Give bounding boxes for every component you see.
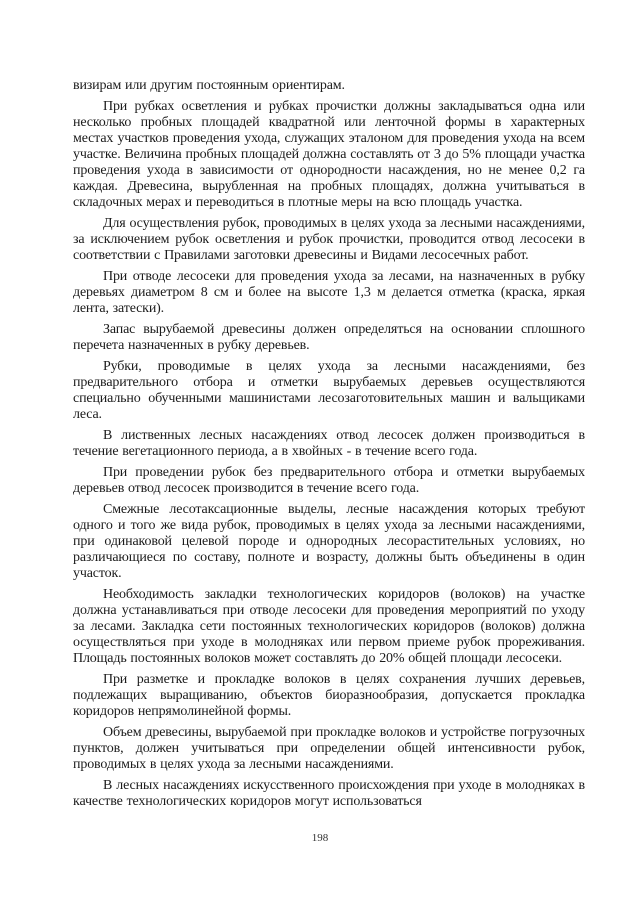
paragraph-artificial-stands: В лесных насаждениях искусственного происхождения при уходе в молодняках в качестве технологических коридоров могут использоваться [73, 778, 585, 809]
paragraph-deciduous-stands: В лиственных лесных насаждениях отвод лесосек должен производиться в течение вегетационного периода, а в хвойных - в течение всего года. [73, 428, 585, 459]
paragraph-sample-plots: При рубках осветления и рубках прочистки должны закладываться одна или несколько пробных площадей квадратной или ленточной формы в характерных местах участков проведения ухода, служащих эталоном для проведения ухода на всем участке. Величина пробных площадей должна составлять от 3 до 5% площади участка проведения ухода в зависимости от однородности насаждения, но не менее 0,2 га каждая. Древесина, вырубленная на пробных площадях, должна учитываться в складочных мерах и переводиться в плотные меры на всю площадь участка. [73, 99, 585, 210]
paragraph-no-preselection: Рубки, проводимые в целях ухода за лесными насаждениями, без предварительного отбора и отметки вырубаемых деревьев осуществляются специально обученными машинистами лесозаготовительных машин и вальщиками леса. [73, 359, 585, 422]
paragraph-skid-trails: Необходимость закладки технологических коридоров (волоков) на участке должна устанавливаться при отводе лесосеки для проведения мероприятий по уходу за лесами. Закладка сети постоянных технологических коридоров (волоков) должна осуществляться при уходе в молодняках или первом приеме рубок прореживания. Площадь постоянных волоков может составлять до 20% общей площади лесосеки. [73, 587, 585, 666]
page-number: 198 [311, 832, 329, 844]
paragraph-tree-marking: При отводе лесосеки для проведения ухода за лесами, на назначенных в рубку деревьях диаметром 8 см и более на высоте 1,3 м делается отметка (краска, яркая лента, затески). [73, 269, 585, 316]
paragraph-continuation: визирам или другим постоянным ориентирам. [73, 78, 345, 93]
paragraph-cutting-area-allotment: Для осуществления рубок, проводимых в целях ухода за лесными насаждениями, за исключением рубок осветления и рубок прочистки, проводится отвод лесосеки в соответствии с Правилами заготовки древесины и Видами лесосечных работ. [73, 216, 585, 263]
paragraph-wood-volume: Объем древесины, вырубаемой при прокладке волоков и устройстве погрузочных пунктов, должен учитываться при определении общей интенсивности рубок, проводимых в целях ухода за лесными насаждениями. [73, 725, 585, 772]
paragraph-adjacent-allotments: Смежные лесотаксационные выделы, лесные насаждения которых требуют одного и того же вида рубок, проводимых в целях ухода за лесными насаждениями, при одинаковой целевой породе и однородных лесорастительных условиях, но различающиеся по составу, полноте и возрасту, должны быть объединены в один участок. [73, 502, 585, 581]
paragraph-timber-stock: Запас вырубаемой древесины должен определяться на основании сплошного перечета назначенных в рубку деревьев. [73, 322, 585, 353]
paragraph-trail-layout: При разметке и прокладке волоков в целях сохранения лучших деревьев, подлежащих выращиванию, объектов биоразнообразия, допускается прокладка коридоров непрямолинейной формы. [73, 672, 585, 719]
paragraph-allotment-whole-year: При проведении рубок без предварительного отбора и отметки вырубаемых деревьев отвод лесосек производится в течение всего года. [73, 465, 585, 496]
